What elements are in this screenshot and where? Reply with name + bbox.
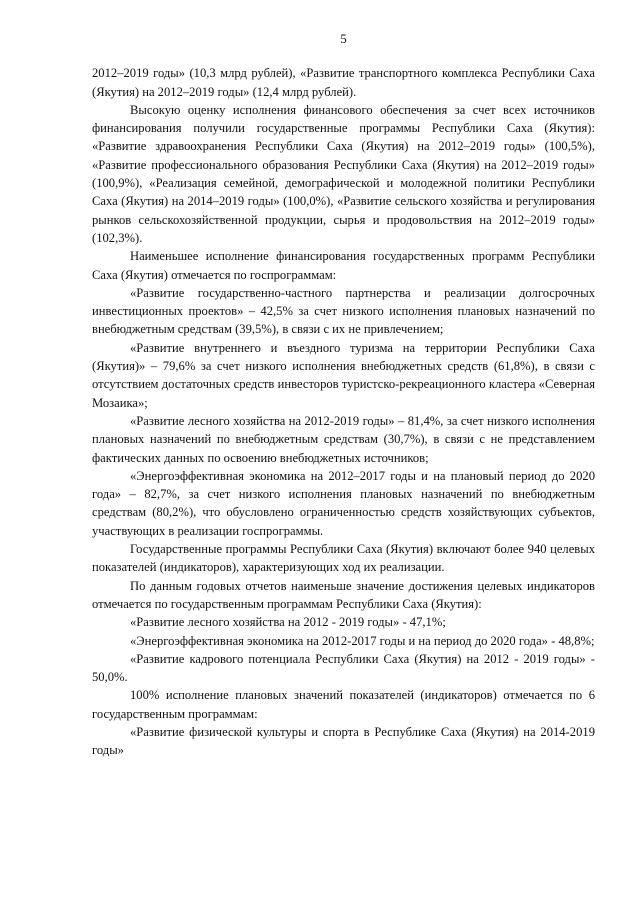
list-item-forestry-program: «Развитие лесного хозяйства на 2012-2019 годы» – 81,4%, за счет низкого исполнения плановых назначений по внебюджетным средствам (30,7%), в связи с не представлением фактических данных по освоению внебюджетных источников; (92, 413, 595, 465)
paragraph-lowest-execution-intro: Наименьшее исполнение финансирования государственных программ Республики Саха (Якутия) отмечается по госпрограммам: (92, 249, 595, 282)
paragraph-high-execution: Высокую оценку исполнения финансового обеспечения за счет всех источников финансирования получили государственные программы Республики Саха (Якутия): «Развитие здравоохранения Республики Саха (Якутия) на 2012–2019 годы» (100,5%), «Развитие профессионального образования Республики Саха (Якутия) на 2012–2019 годы» (100,9%), «Реализация семейной, демографической и молодежной политики Республики Саха (Якутия) на 2014–2019 годы» (100,0%), «Развитие сельского хозяйства и регулирования рынков сельскохозяйственной продукции, сырья и продовольствия на 2012–2019 годы» (102,3%). (92, 102, 595, 245)
list-item-personnel-indicator: «Развитие кадрового потенциала Республики Саха (Якутия) на 2012 - 2019 годы» - 50,0%. (92, 651, 595, 685)
paragraph-lowest-indicators-intro: По данным годовых отчетов наименьше значение достижения целевых индикаторов отмечается по государственным программам Республики Саха (Якутия): (92, 578, 595, 611)
page-number: 5 (340, 31, 347, 46)
list-item-tourism-program: «Развитие внутреннего и въездного туризма на территории Республики Саха (Якутия)» – 79,6% за счет низкого исполнения внебюджетных средств (61,8%), в связи с отсутствием достаточных средств инвесторов туристско-рекреационного кластера «Северная Мозаика»; (92, 340, 595, 410)
paragraph-indicators-count: Государственные программы Республики Саха (Якутия) включают более 940 целевых показателей (индикаторов), характеризующих ход их реализации. (92, 542, 595, 575)
list-item-ppp-program: «Развитие государственно-частного партнерства и реализации долгосрочных инвестиционных проектов» – 42,5% за счет низкого исполнения плановых назначений по внебюджетным средствам (39,5%), в связи с их не привлечением; (92, 285, 595, 337)
list-item-energy-program: «Энергоэффективная экономика на 2012–2017 годы и на плановый период до 2020 года» – 82,7%, за счет низкого исполнения плановых назначений по внебюджетным средствам (80,2%), что обусловлено ограниченностью средств хозяйствующих субъектов, участвующих в реализации госпрограммы. (92, 468, 595, 538)
list-item-sport-program: «Развитие физической культуры и спорта в Республике Саха (Якутия) на 2014-2019 годы» (92, 724, 595, 758)
list-item-forestry-indicator: «Развитие лесного хозяйства на 2012 - 2019 годы» - 47,1%; (130, 615, 446, 630)
paragraph-full-execution-intro: 100% исполнение плановых значений показателей (индикаторов) отмечается по 6 государственным программам: (92, 688, 595, 721)
list-item-energy-indicator: «Энергоэффективная экономика на 2012-2017 годы и на период до 2020 года» - 48,8%; (130, 633, 595, 648)
document-page (92, 30, 595, 760)
paragraph-continuation: 2012–2019 годы» (10,3 млрд рублей), «Развитие транспортного комплекса Республики Саха (Якутия) на 2012–2019 годы» (12,4 млрд рублей). (92, 66, 595, 99)
